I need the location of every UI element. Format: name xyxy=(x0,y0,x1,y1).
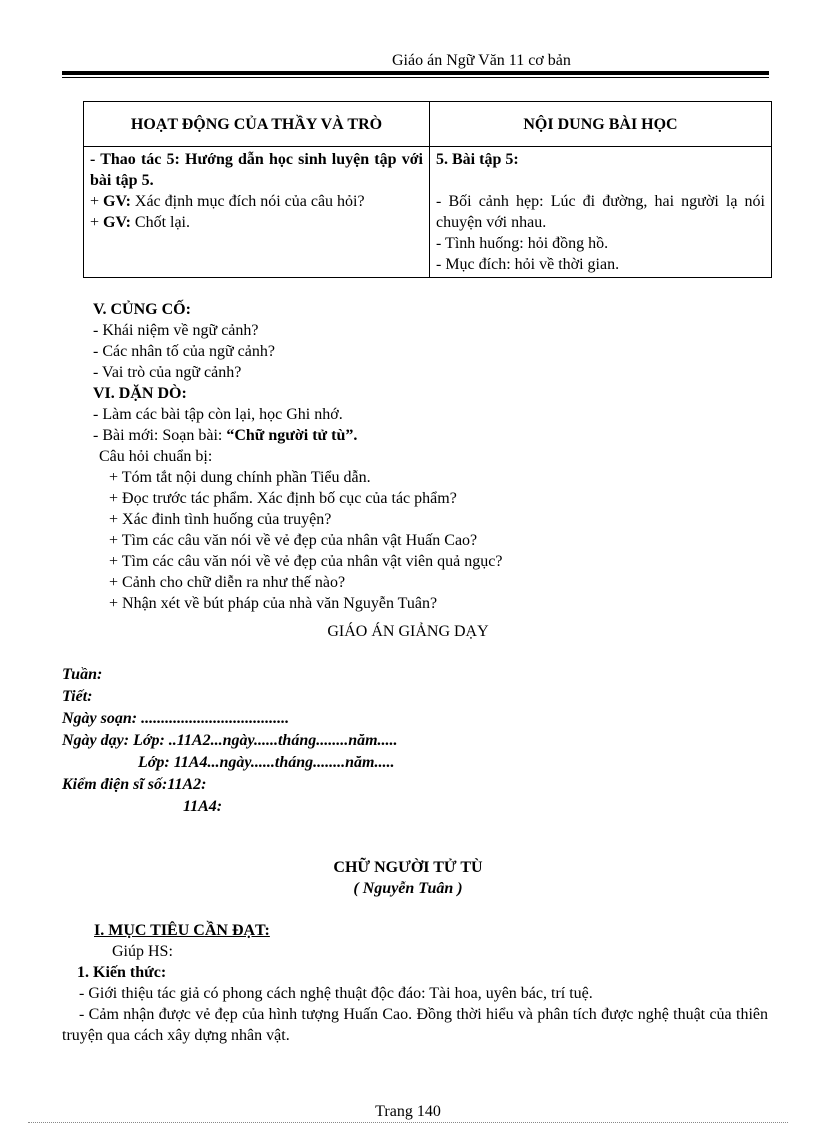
list-item: - Khái niệm về ngữ cảnh? xyxy=(93,322,259,339)
activity-cell xyxy=(84,147,430,278)
question-item: + Đọc trước tác phẩm. Xác định bố cục của tác phẩm? xyxy=(109,490,457,507)
plan-title: GIÁO ÁN GIẢNG DẠY xyxy=(327,623,489,640)
list-item: - Bài mới: Soạn bài: “Chữ người tử tù”. xyxy=(93,427,358,444)
document-header: Giáo án Ngữ Văn 11 cơ bản xyxy=(392,52,571,69)
week-field: Tuần: xyxy=(62,666,103,683)
section-heading: VI. DẶN DÒ: xyxy=(93,385,187,402)
gv-label: GV: xyxy=(103,214,131,231)
content-cell xyxy=(430,147,772,278)
content-line: - Bối cảnh hẹp: Lúc đi đường, hai người lạ nói chuyện với nhau. xyxy=(436,193,765,231)
question-item: + Cảnh cho chữ diễn ra như thế nào? xyxy=(109,574,346,591)
section-heading: V. CỦNG CỐ: xyxy=(93,301,191,318)
page-number: Trang 140 xyxy=(375,1103,441,1120)
questions-label: Câu hỏi chuẩn bị: xyxy=(99,448,213,465)
lesson-title: CHỮ NGƯỜI TỬ TÙ xyxy=(333,859,483,876)
list-item: - Vai trò của ngữ cảnh? xyxy=(93,364,242,381)
attendance-field: Kiểm điện sĩ số:11A2: xyxy=(62,776,207,793)
header-rule-thin xyxy=(62,77,769,78)
teacher-step: + GV: Chốt lại. xyxy=(90,214,190,231)
lesson-name: “Chữ người tử tù”. xyxy=(226,427,358,444)
lesson-meta xyxy=(62,664,398,818)
section-heading: I. MỤC TIÊU CẦN ĐẠT: xyxy=(94,922,270,939)
question-item: + Nhận xét về bút pháp của nhà văn Nguyễn Tuân? xyxy=(109,595,438,612)
teacher-step: + GV: Xác định mục đích nói của câu hỏi? xyxy=(90,193,365,210)
header-rule xyxy=(62,71,769,75)
period-field: Tiết: xyxy=(62,688,93,705)
paragraph: - Giới thiệu tác giả có phong cách nghệ thuật độc đáo: Tài hoa, uyên bác, trí tuệ. xyxy=(79,985,593,1002)
paragraph: - Cảm nhận được vẻ đẹp của hình tượng Huấn Cao. Đồng thời hiểu và phân tích được nghệ thuật của thiên truyện qua cách xây dựng nhân vật. xyxy=(62,1006,768,1044)
list-item: - Các nhân tố của ngữ cảnh? xyxy=(93,343,275,360)
activity-table xyxy=(83,101,772,278)
lesson-author: ( Nguyễn Tuân ) xyxy=(353,880,463,897)
subsection-heading: 1. Kiến thức: xyxy=(77,964,167,981)
list-item: - Làm các bài tập còn lại, học Ghi nhớ. xyxy=(93,406,343,423)
lesson-title-block xyxy=(0,857,816,899)
gv-label: GV: xyxy=(103,193,131,210)
question-item: + Xác đinh tình huống của truyện? xyxy=(109,511,332,528)
task-heading: - Thao tác 5: Hướng dẫn học sinh luyện tập với bài tập 5. xyxy=(90,151,423,189)
content-line: - Tình huống: hỏi đồng hồ. xyxy=(436,235,609,252)
content-line: - Mục đích: hỏi về thời gian. xyxy=(436,256,620,273)
exercise-title: 5. Bài tập 5: xyxy=(436,151,519,168)
column-header-activities: HOẠT ĐỘNG CỦA THẦY VÀ TRÒ xyxy=(84,102,430,147)
question-item: + Tìm các câu văn nói về vẻ đẹp của nhân vật viên quả ngục? xyxy=(109,553,503,570)
column-header-content: NỘI DUNG BÀI HỌC xyxy=(430,102,772,147)
review-section xyxy=(93,299,773,614)
teaching-date-field-2: Lớp: 11A4...ngày......tháng........năm..... xyxy=(138,754,395,771)
question-item: + Tìm các câu văn nói về vẻ đẹp của nhân vật Huấn Cao? xyxy=(109,532,478,549)
prepared-date-field: Ngày soạn: ..................................... xyxy=(62,710,290,727)
objectives-section xyxy=(62,920,768,1046)
attendance-field-2: 11A4: xyxy=(183,798,223,815)
spacer xyxy=(436,170,765,191)
question-item: + Tóm tắt nội dung chính phần Tiểu dẫn. xyxy=(109,469,371,486)
teaching-date-field: Ngày dạy: Lớp: ..11A2...ngày......tháng........năm..... xyxy=(62,732,398,749)
objectives-intro: Giúp HS: xyxy=(112,943,173,960)
